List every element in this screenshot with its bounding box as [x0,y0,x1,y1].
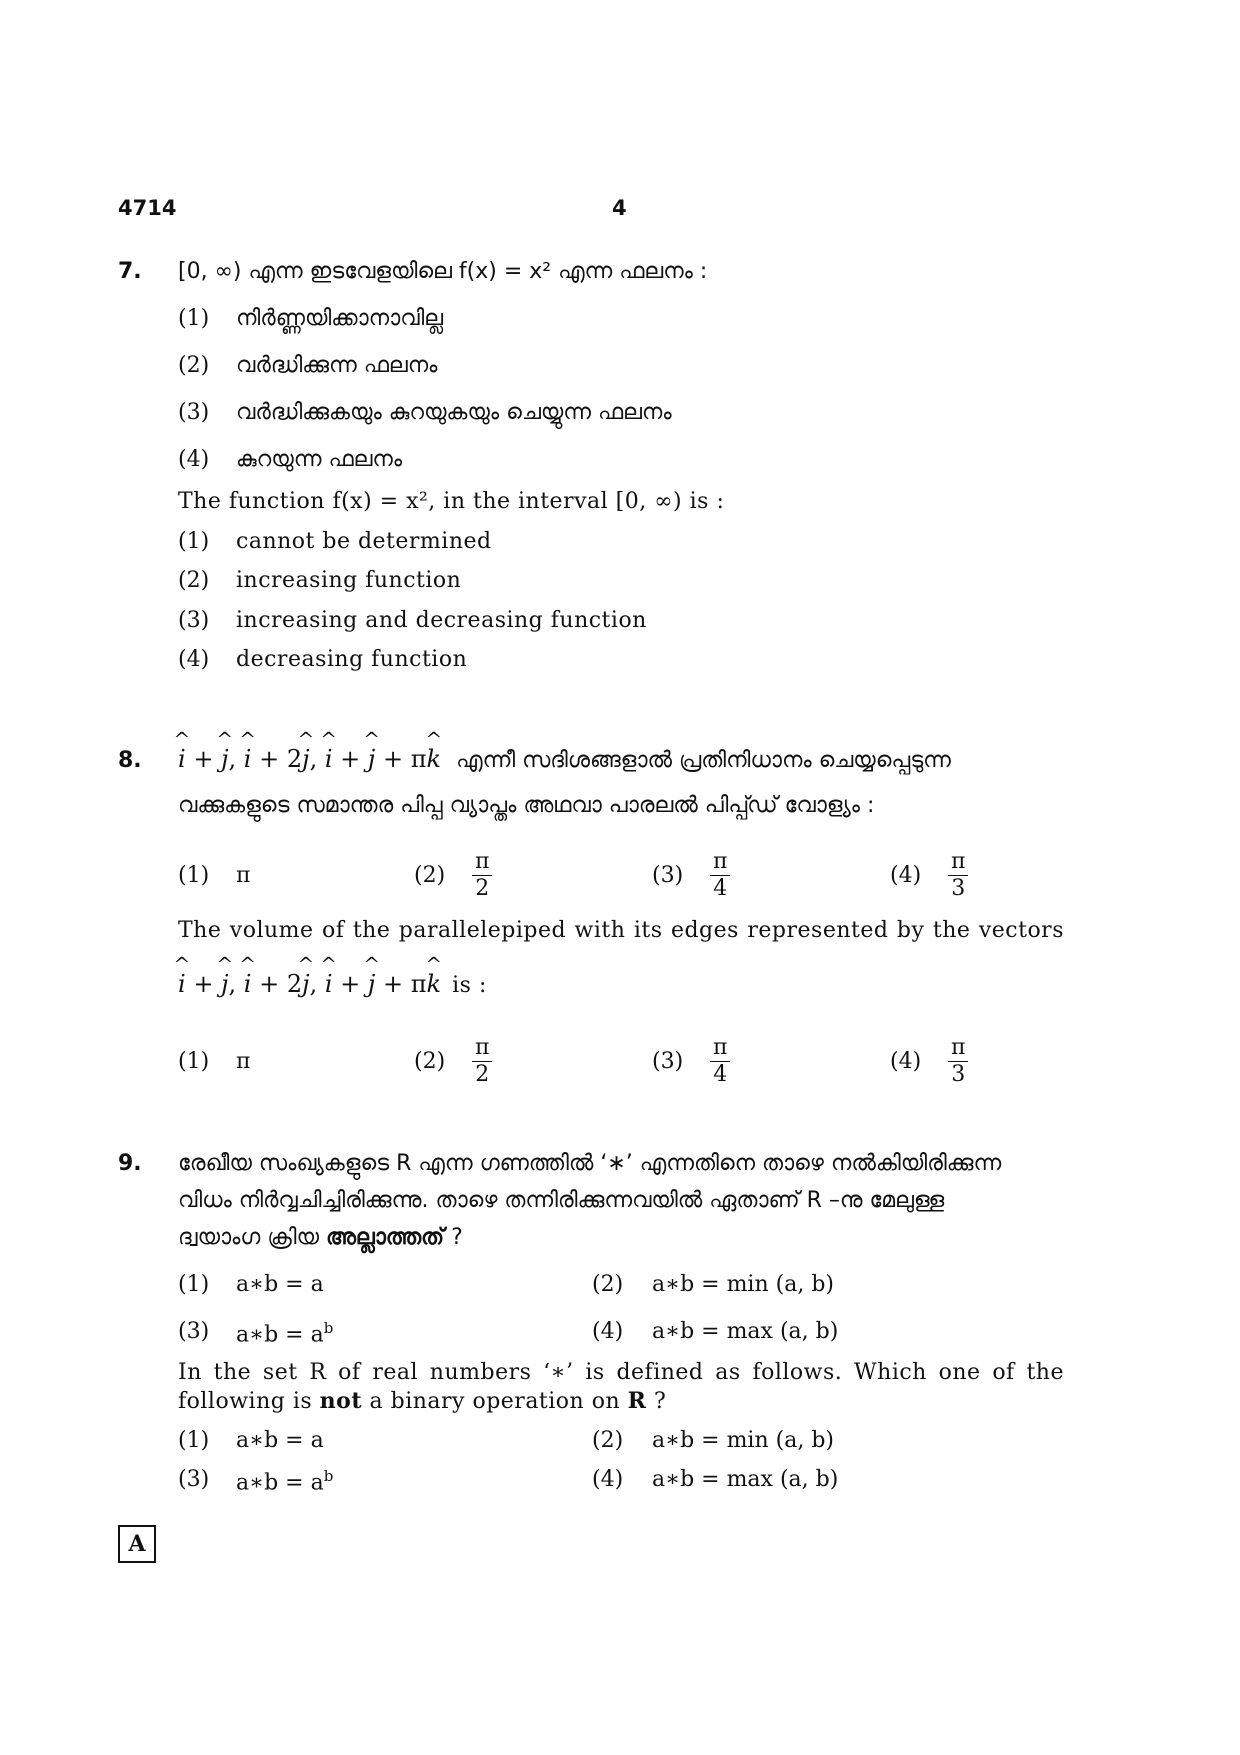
q9-en-line2 [178,1388,666,1414]
paper-code: 4714 [118,196,177,220]
question-number-7: 7. [118,259,142,284]
q7-en-opt2-label: (2) [178,568,210,593]
q8-ml-options [178,850,968,901]
q9-en-opt4-label: (4) [592,1467,624,1492]
q9-en-line2-c: ? [653,1389,667,1414]
q8-en-opt2-label: (2) [414,1049,446,1074]
q9-ml-opt3: a∗b = $a^b$ [236,1319,334,1348]
q7-en-stem: The function f(x) = x², in the interval [0, ∞) is : [178,489,725,514]
q9-en-opt3: a∗b = $a^b$ [236,1467,334,1496]
q8-en-opt2: $\frac{\pi}{2}$ [472,1036,652,1087]
q8-ml-opt3: $\frac{\pi}{4}$ [710,850,890,901]
q9-en-opt1: a∗b = a [236,1428,324,1453]
q9-ml-line3-a: ദ്വയാംഗ ക്രിയ [178,1225,319,1250]
q9-en-opt3-label: (3) [178,1467,210,1492]
q9-ml-line1: രേഖീയ സംഖ്യകളുടെ R എന്ന ഗണത്തിൽ ‘∗’ എന്നതിനെ താഴെ നൽകിയിരിക്കുന്ന [178,1151,1002,1176]
q9-ml-line2: വിധം നിർവ്വചിച്ചിരിക്കുന്നു. താഴെ തന്നിരിക്കുന്നവയിൽ ഏതാണ് R –നു മേലുള്ള [178,1188,945,1213]
q7-ml-opt2-label: (2) [178,353,210,378]
q9-en-opt2-label: (2) [592,1428,624,1453]
q9-en-line1: In the set R of real numbers ‘∗’ is defined as follows. Which one of the [178,1360,1064,1385]
q9-ml-opt4: a∗b = max (a, b) [652,1319,839,1344]
q9-ml-line3 [178,1225,463,1250]
q7-ml-opt1: നിർണ്ണയിക്കാനാവില്ല [236,306,444,331]
q8-ml-opt1: π [236,863,251,888]
q9-ml-opt1-label: (1) [178,1272,210,1297]
q8-en-opt3: $\frac{\pi}{4}$ [710,1036,890,1087]
q8-vector-expression-en: ^ i + ^ j, ^ i + 2^ j, ^ i + ^ j + π^ k [178,970,441,998]
q9-en-opt1-label: (1) [178,1428,210,1453]
q7-en-opt4: decreasing function [236,647,468,672]
q8-en-opt1: π [236,1049,251,1074]
q8-en-opt3-label: (3) [652,1049,684,1074]
q9-ml-opt1: a∗b = a [236,1272,324,1297]
question-number-9: 9. [118,1151,142,1176]
q7-ml-opt4: കുറയുന്ന ഫലനം [236,447,403,472]
q8-en-line2 [178,970,487,998]
q7-en-opt3: increasing and decreasing function [236,608,647,633]
q9-ml-opt2: a∗b = min (a, b) [652,1272,834,1297]
q8-ml-opt4-label: (4) [890,863,922,888]
q9-ml-opt3-label: (3) [178,1319,210,1344]
q8-ml-opt3-label: (3) [652,863,684,888]
q8-ml-line1-text: എന്നീ സദിശങ്ങളാൽ പ്രതിനിധാനം ചെയ്യപ്പെടുന്ന [456,748,951,773]
q7-en-opt2: increasing function [236,568,462,593]
q7-ml-opt3: വർദ്ധിക്കുകയും കുറയുകയും ചെയ്യുന്ന ഫലനം [236,400,672,425]
q7-en-opt1: cannot be determined [236,529,492,554]
q8-en-options [178,1036,968,1087]
page-number: 4 [612,196,627,220]
q8-en-line1: The volume of the parallelepiped with its edges represented by the vectors [178,918,1064,943]
q7-en-opt1-label: (1) [178,529,210,554]
booklet-version-box: A [118,1525,156,1563]
q7-ml-stem: [0, ∞) എന്ന ഇടവേളയിലെ f(x) = x² എന്ന ഫലനം : [178,259,708,284]
q9-en-line2-R: R [627,1388,647,1414]
q7-en-opt3-label: (3) [178,608,210,633]
q8-en-opt4: $\frac{\pi}{3}$ [948,1036,968,1087]
q8-ml-line1 [178,745,951,773]
q9-ml-opt4-label: (4) [592,1319,624,1344]
q7-ml-opt3-label: (3) [178,400,210,425]
q8-en-opt1-label: (1) [178,1049,210,1074]
q8-en-opt4-label: (4) [890,1049,922,1074]
q9-ml-line3-bold: അല്ലാത്തത് [326,1225,445,1250]
q9-ml-opt2-label: (2) [592,1272,624,1297]
q9-en-opt2: a∗b = min (a, b) [652,1428,834,1453]
q9-en-opt4: a∗b = max (a, b) [652,1467,839,1492]
q9-en-line2-b: a binary operation on [369,1389,621,1414]
q7-en-opt4-label: (4) [178,647,210,672]
q8-ml-line2: വക്കുകളുടെ സമാന്തര പിപ്പ വ്യാപ്തം അഥവാ പാരലൽ പിപ്പ്ഡ് വോള്യം : [178,793,875,818]
q8-ml-opt4: $\frac{\pi}{3}$ [948,850,968,901]
q8-vector-expression-ml: ^ i + ^ j, ^ i + 2^ j, ^ i + ^ j + π^ k [178,745,441,773]
q9-en-line2-bold: not [319,1388,362,1414]
q9-ml-line3-b: ? [451,1225,463,1250]
q9-en-line2-a: following is [178,1389,313,1414]
q8-ml-opt2: $\frac{\pi}{2}$ [472,850,652,901]
q8-ml-opt2-label: (2) [414,863,446,888]
q8-ml-opt1-label: (1) [178,863,210,888]
q7-ml-opt4-label: (4) [178,447,210,472]
q8-en-line2-text: is : [452,973,487,998]
q7-ml-opt2: വർദ്ധിക്കുന്ന ഫലനം [236,353,438,378]
q7-ml-opt1-label: (1) [178,306,210,331]
question-number-8: 8. [118,748,142,773]
